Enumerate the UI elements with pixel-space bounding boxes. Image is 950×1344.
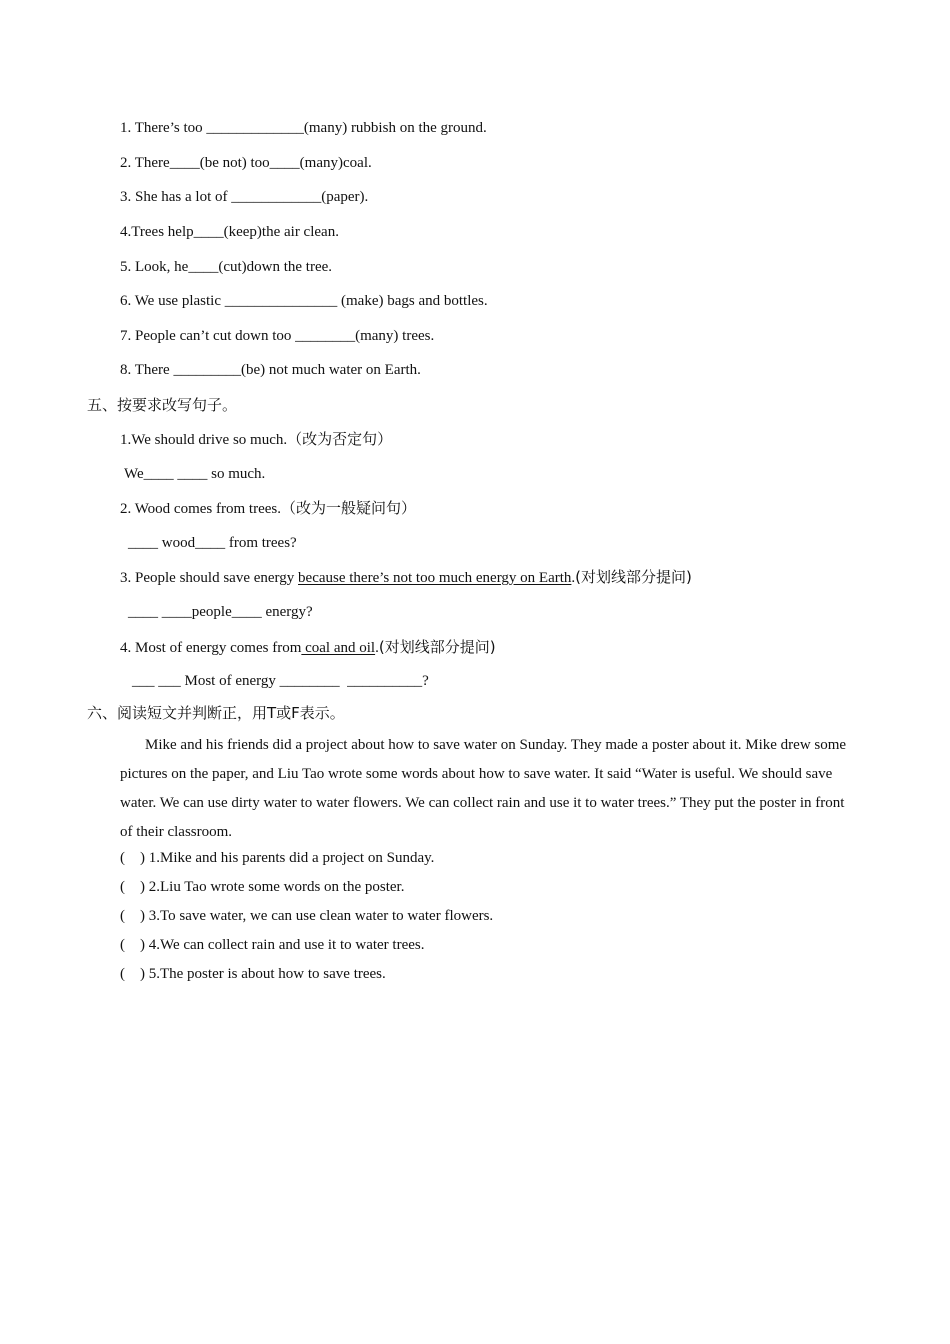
rewrite-question-4-prefix: 4. Most of energy comes from [120,640,302,656]
rewrite-answer-3: ____ ____people____ energy? [128,604,313,620]
rewrite-question-2-text: 2. Wood comes from trees. [120,501,281,517]
rewrite-question-3-underlined: because there’s not too much energy on Earth [298,570,572,586]
section-six-title: 六、阅读短文并判断正，用T或F表示。 [87,704,345,722]
rewrite-answer-2: ____ wood____ from trees? [128,535,297,551]
fill-blank-item-5: 5. Look, he____(cut)down the tree. [120,259,333,275]
rewrite-question-4-underlined: coal and oil [301,640,376,656]
rewrite-question-3-suffix: . [571,570,576,586]
judgment-statement-5: ( ) 5.The poster is about how to save trees. [120,966,386,982]
fill-blank-item-7: 7. People can’t cut down too ________(many) trees. [120,328,435,344]
rewrite-answer-1: We____ ____ so much. [124,466,266,482]
rewrite-question-4 [120,637,496,658]
judgment-statement-2: ( ) 2.Liu Tao wrote some words on the poster. [120,879,405,895]
rewrite-question-3-note: (对划线部分提问) [575,568,692,586]
fill-blank-item-2: 2. There____(be not) too____(many)coal. [120,155,372,171]
rewrite-question-2-note: （改为一般疑问句） [280,499,416,517]
fill-blank-item-4: 4.Trees help____(keep)the air clean. [120,224,339,240]
judgment-statement-4: ( ) 4.We can collect rain and use it to water trees. [120,937,425,953]
rewrite-question-1-text: 1.We should drive so much. [120,432,288,448]
rewrite-question-4-suffix: . [375,640,379,656]
fill-blank-item-6: 6. We use plastic _______________ (make) bags and bottles. [120,293,488,309]
rewrite-question-3-prefix: 3. People should save energy [120,570,299,586]
rewrite-question-2 [120,498,416,519]
rewrite-question-1-note: （改为否定句） [287,430,393,448]
judgment-statement-3: ( ) 3.To save water, we can use clean water to water flowers. [120,908,494,924]
section-five-title: 五、按要求改写句子。 [87,396,238,414]
rewrite-question-3 [120,567,692,588]
rewrite-question-4-note: (对划线部分提问) [378,638,496,656]
fill-blank-item-8: 8. There _________(be) not much water on Earth. [120,362,421,378]
reading-passage: Mike and his friends did a project about how to save water on Sunday. They made a poster about it. Mike drew some pictures on the paper, and Liu Tao wrote some words about how to save water. It said “Water is useful. We should save water. We can use dirty water to water flowers. We can collect rain and use it to water trees.” They put the poster in front of their classroom. [120,737,847,840]
rewrite-answer-4: ___ ___ Most of energy ________ __________? [132,673,429,689]
fill-blank-item-1: 1. There’s too _____________(many) rubbish on the ground. [120,120,487,136]
judgment-statement-1: ( ) 1.Mike and his parents did a project on Sunday. [120,850,435,866]
rewrite-question-1 [120,429,392,450]
fill-blank-item-3: 3. She has a lot of ____________(paper). [120,189,369,205]
